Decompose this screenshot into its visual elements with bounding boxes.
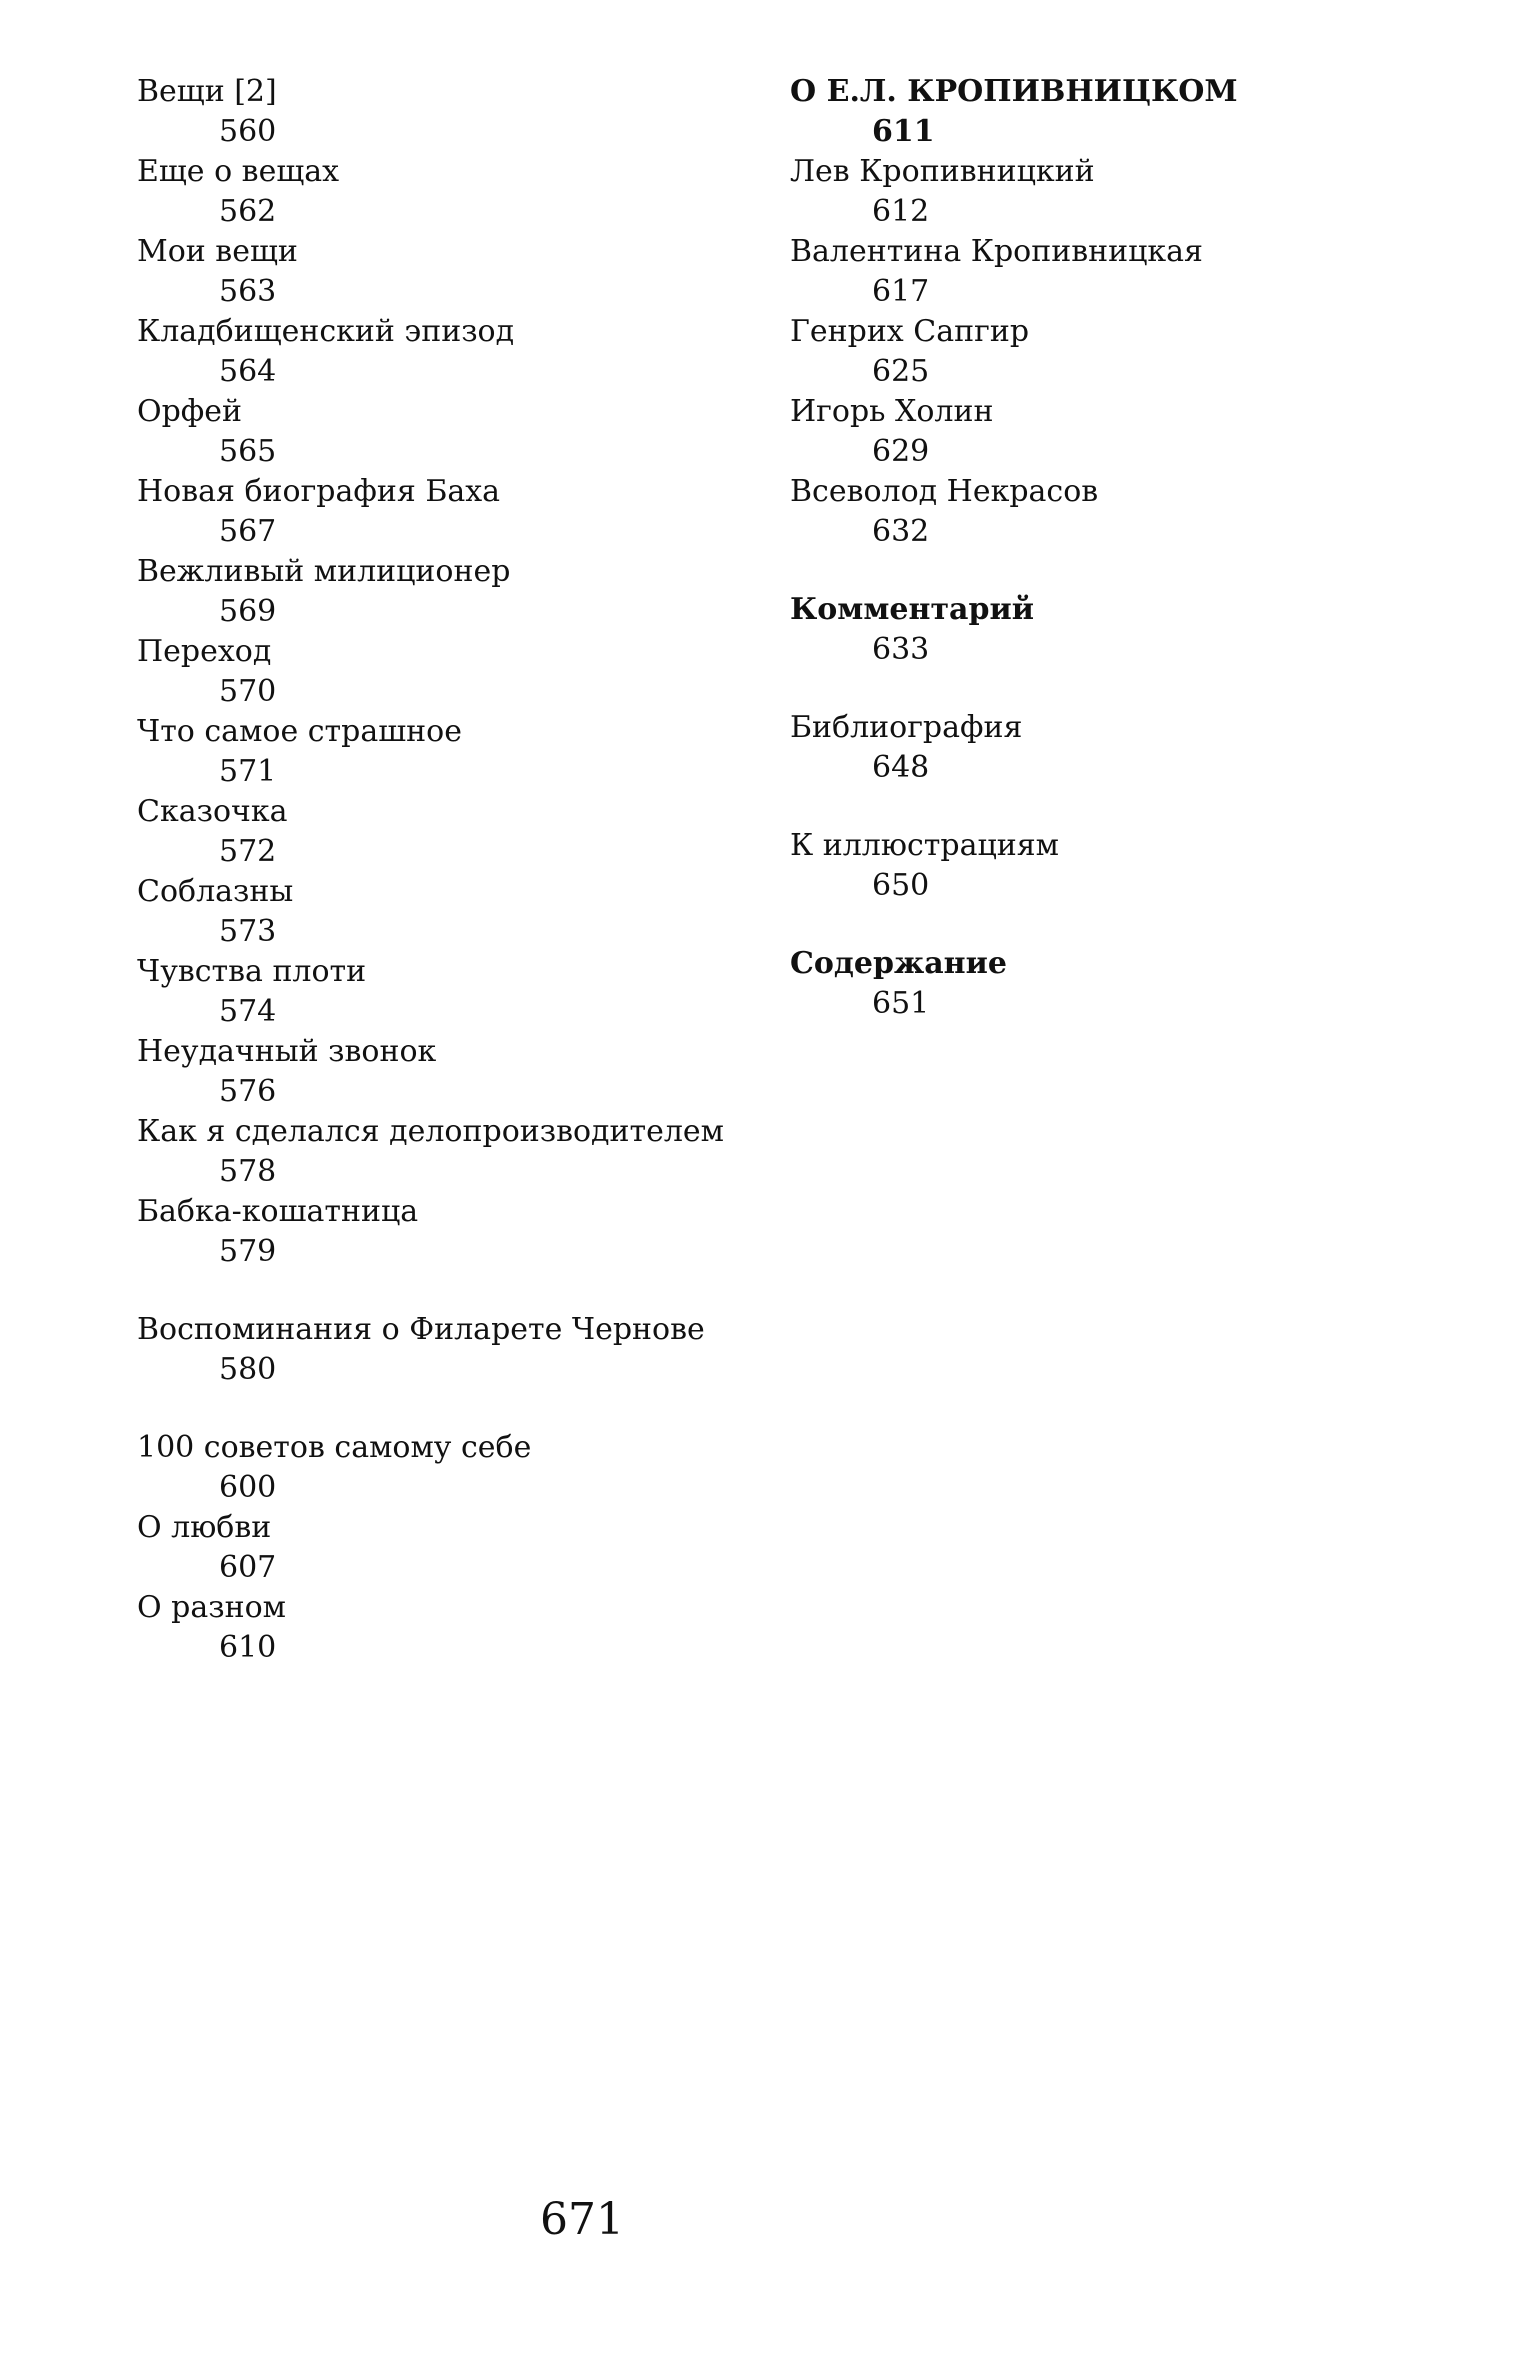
toc-entry[interactable] bbox=[137, 1508, 777, 1588]
toc-entry[interactable] bbox=[137, 712, 777, 792]
toc-entry[interactable] bbox=[137, 472, 777, 552]
toc-entry-page: 560 bbox=[219, 114, 277, 149]
toc-entry-title: Валентина Кропивницкая bbox=[790, 234, 1203, 269]
toc-entry-title: Как я сделался делопроизводителем bbox=[137, 1114, 725, 1149]
toc-entry-title: Комментарий bbox=[790, 592, 1034, 627]
page-number: 671 bbox=[540, 2194, 624, 2245]
toc-entry[interactable] bbox=[137, 632, 777, 712]
toc-entry-title: Игорь Холин bbox=[790, 394, 994, 429]
toc-entry-page: 600 bbox=[219, 1470, 277, 1505]
toc-entry-page: 625 bbox=[872, 354, 930, 389]
toc-entry-page: 572 bbox=[219, 834, 277, 869]
toc-entry[interactable] bbox=[137, 952, 777, 1032]
toc-entry-title: Кладбищенский эпизод bbox=[137, 314, 515, 349]
toc-entry-page: 629 bbox=[872, 434, 930, 469]
toc-entry-title: Бабка-кошатница bbox=[137, 1194, 419, 1229]
toc-entry-page: 565 bbox=[219, 434, 277, 469]
toc-entry-page: 571 bbox=[219, 754, 277, 789]
toc-entry-page: 563 bbox=[219, 274, 277, 309]
toc-entry-title: Еще о вещах bbox=[137, 154, 340, 189]
toc-entry-title: Орфей bbox=[137, 394, 243, 429]
toc-entry-page: 574 bbox=[219, 994, 277, 1029]
toc-entry-page: 564 bbox=[219, 354, 277, 389]
toc-entry-title: Генрих Сапгир bbox=[790, 314, 1030, 349]
toc-entry[interactable] bbox=[137, 72, 777, 152]
toc-entry[interactable] bbox=[790, 232, 1430, 312]
toc-entry[interactable] bbox=[137, 1588, 777, 1668]
toc-entry-title: Лев Кропивницкий bbox=[790, 154, 1095, 189]
toc-entry-page: 576 bbox=[219, 1074, 277, 1109]
toc-entry-title: Библиография bbox=[790, 710, 1023, 745]
toc-entry[interactable] bbox=[790, 708, 1430, 788]
toc-right-column bbox=[790, 72, 1430, 1024]
toc-entry[interactable] bbox=[137, 872, 777, 952]
toc-entry[interactable] bbox=[137, 1192, 777, 1272]
toc-entry-page: 648 bbox=[872, 750, 930, 785]
section-gap bbox=[790, 552, 1430, 590]
toc-entry-page: 612 bbox=[872, 194, 930, 229]
section-gap bbox=[137, 1390, 777, 1428]
toc-entry-page: 580 bbox=[219, 1352, 277, 1387]
toc-entry-title: Неудачный звонок bbox=[137, 1034, 437, 1069]
toc-entry-page: 632 bbox=[872, 514, 930, 549]
toc-entry-page: 569 bbox=[219, 594, 277, 629]
toc-entry-page: 633 bbox=[872, 632, 930, 667]
toc-entry-title: Всеволод Некрасов bbox=[790, 474, 1099, 509]
toc-entry[interactable] bbox=[790, 312, 1430, 392]
toc-entry[interactable] bbox=[790, 392, 1430, 472]
toc-entry[interactable] bbox=[137, 232, 777, 312]
toc-entry[interactable] bbox=[790, 590, 1430, 670]
toc-left-column bbox=[137, 72, 777, 1668]
toc-entry-title: О любви bbox=[137, 1510, 272, 1545]
toc-entry-title: Мои вещи bbox=[137, 234, 298, 269]
toc-entry[interactable] bbox=[790, 472, 1430, 552]
toc-entry-title: Сказочка bbox=[137, 794, 288, 829]
toc-entry[interactable] bbox=[137, 312, 777, 392]
section-gap bbox=[790, 906, 1430, 944]
toc-entry[interactable] bbox=[137, 552, 777, 632]
toc-entry[interactable] bbox=[137, 392, 777, 472]
toc-entry-page: 610 bbox=[219, 1630, 277, 1665]
toc-entry-title: Содержание bbox=[790, 946, 1007, 981]
toc-entry[interactable] bbox=[137, 1428, 777, 1508]
toc-entry[interactable] bbox=[137, 792, 777, 872]
toc-entry[interactable] bbox=[790, 72, 1430, 152]
toc-entry-title: О разном bbox=[137, 1590, 286, 1625]
toc-entry[interactable] bbox=[790, 944, 1430, 1024]
toc-entry-page: 617 bbox=[872, 274, 930, 309]
toc-entry-title: О Е.Л. КРОПИВНИЦКОМ bbox=[790, 74, 1238, 109]
toc-entry-page: 562 bbox=[219, 194, 277, 229]
toc-entry-page: 578 bbox=[219, 1154, 277, 1189]
toc-entry-page: 651 bbox=[872, 986, 930, 1021]
toc-entry-title: К иллюстрациям bbox=[790, 828, 1060, 863]
toc-entry[interactable] bbox=[137, 152, 777, 232]
toc-entry-title: Переход bbox=[137, 634, 272, 669]
toc-entry-title: 100 советов самому себе bbox=[137, 1430, 532, 1465]
toc-entry-title: Воспоминания о Филарете Чернове bbox=[137, 1312, 705, 1347]
section-gap bbox=[137, 1272, 777, 1310]
toc-entry-page: 573 bbox=[219, 914, 277, 949]
toc-entry[interactable] bbox=[137, 1112, 777, 1192]
toc-entry[interactable] bbox=[790, 152, 1430, 232]
toc-entry-title: Вещи [2] bbox=[137, 74, 277, 109]
toc-entry-title: Чувства плоти bbox=[137, 954, 367, 989]
toc-entry[interactable] bbox=[137, 1310, 777, 1390]
toc-entry-title: Соблазны bbox=[137, 874, 294, 909]
toc-entry-page: 579 bbox=[219, 1234, 277, 1269]
section-gap bbox=[790, 788, 1430, 826]
toc-entry[interactable] bbox=[790, 826, 1430, 906]
toc-entry[interactable] bbox=[137, 1032, 777, 1112]
toc-entry-page: 570 bbox=[219, 674, 277, 709]
toc-entry-page: 567 bbox=[219, 514, 277, 549]
section-gap bbox=[790, 670, 1430, 708]
toc-entry-title: Вежливый милиционер bbox=[137, 554, 511, 589]
toc-entry-page: 607 bbox=[219, 1550, 277, 1585]
toc-entry-title: Новая биография Баха bbox=[137, 474, 501, 509]
toc-entry-page: 650 bbox=[872, 868, 930, 903]
toc-entry-title: Что самое страшное bbox=[137, 714, 462, 749]
toc-entry-page: 611 bbox=[872, 114, 935, 149]
